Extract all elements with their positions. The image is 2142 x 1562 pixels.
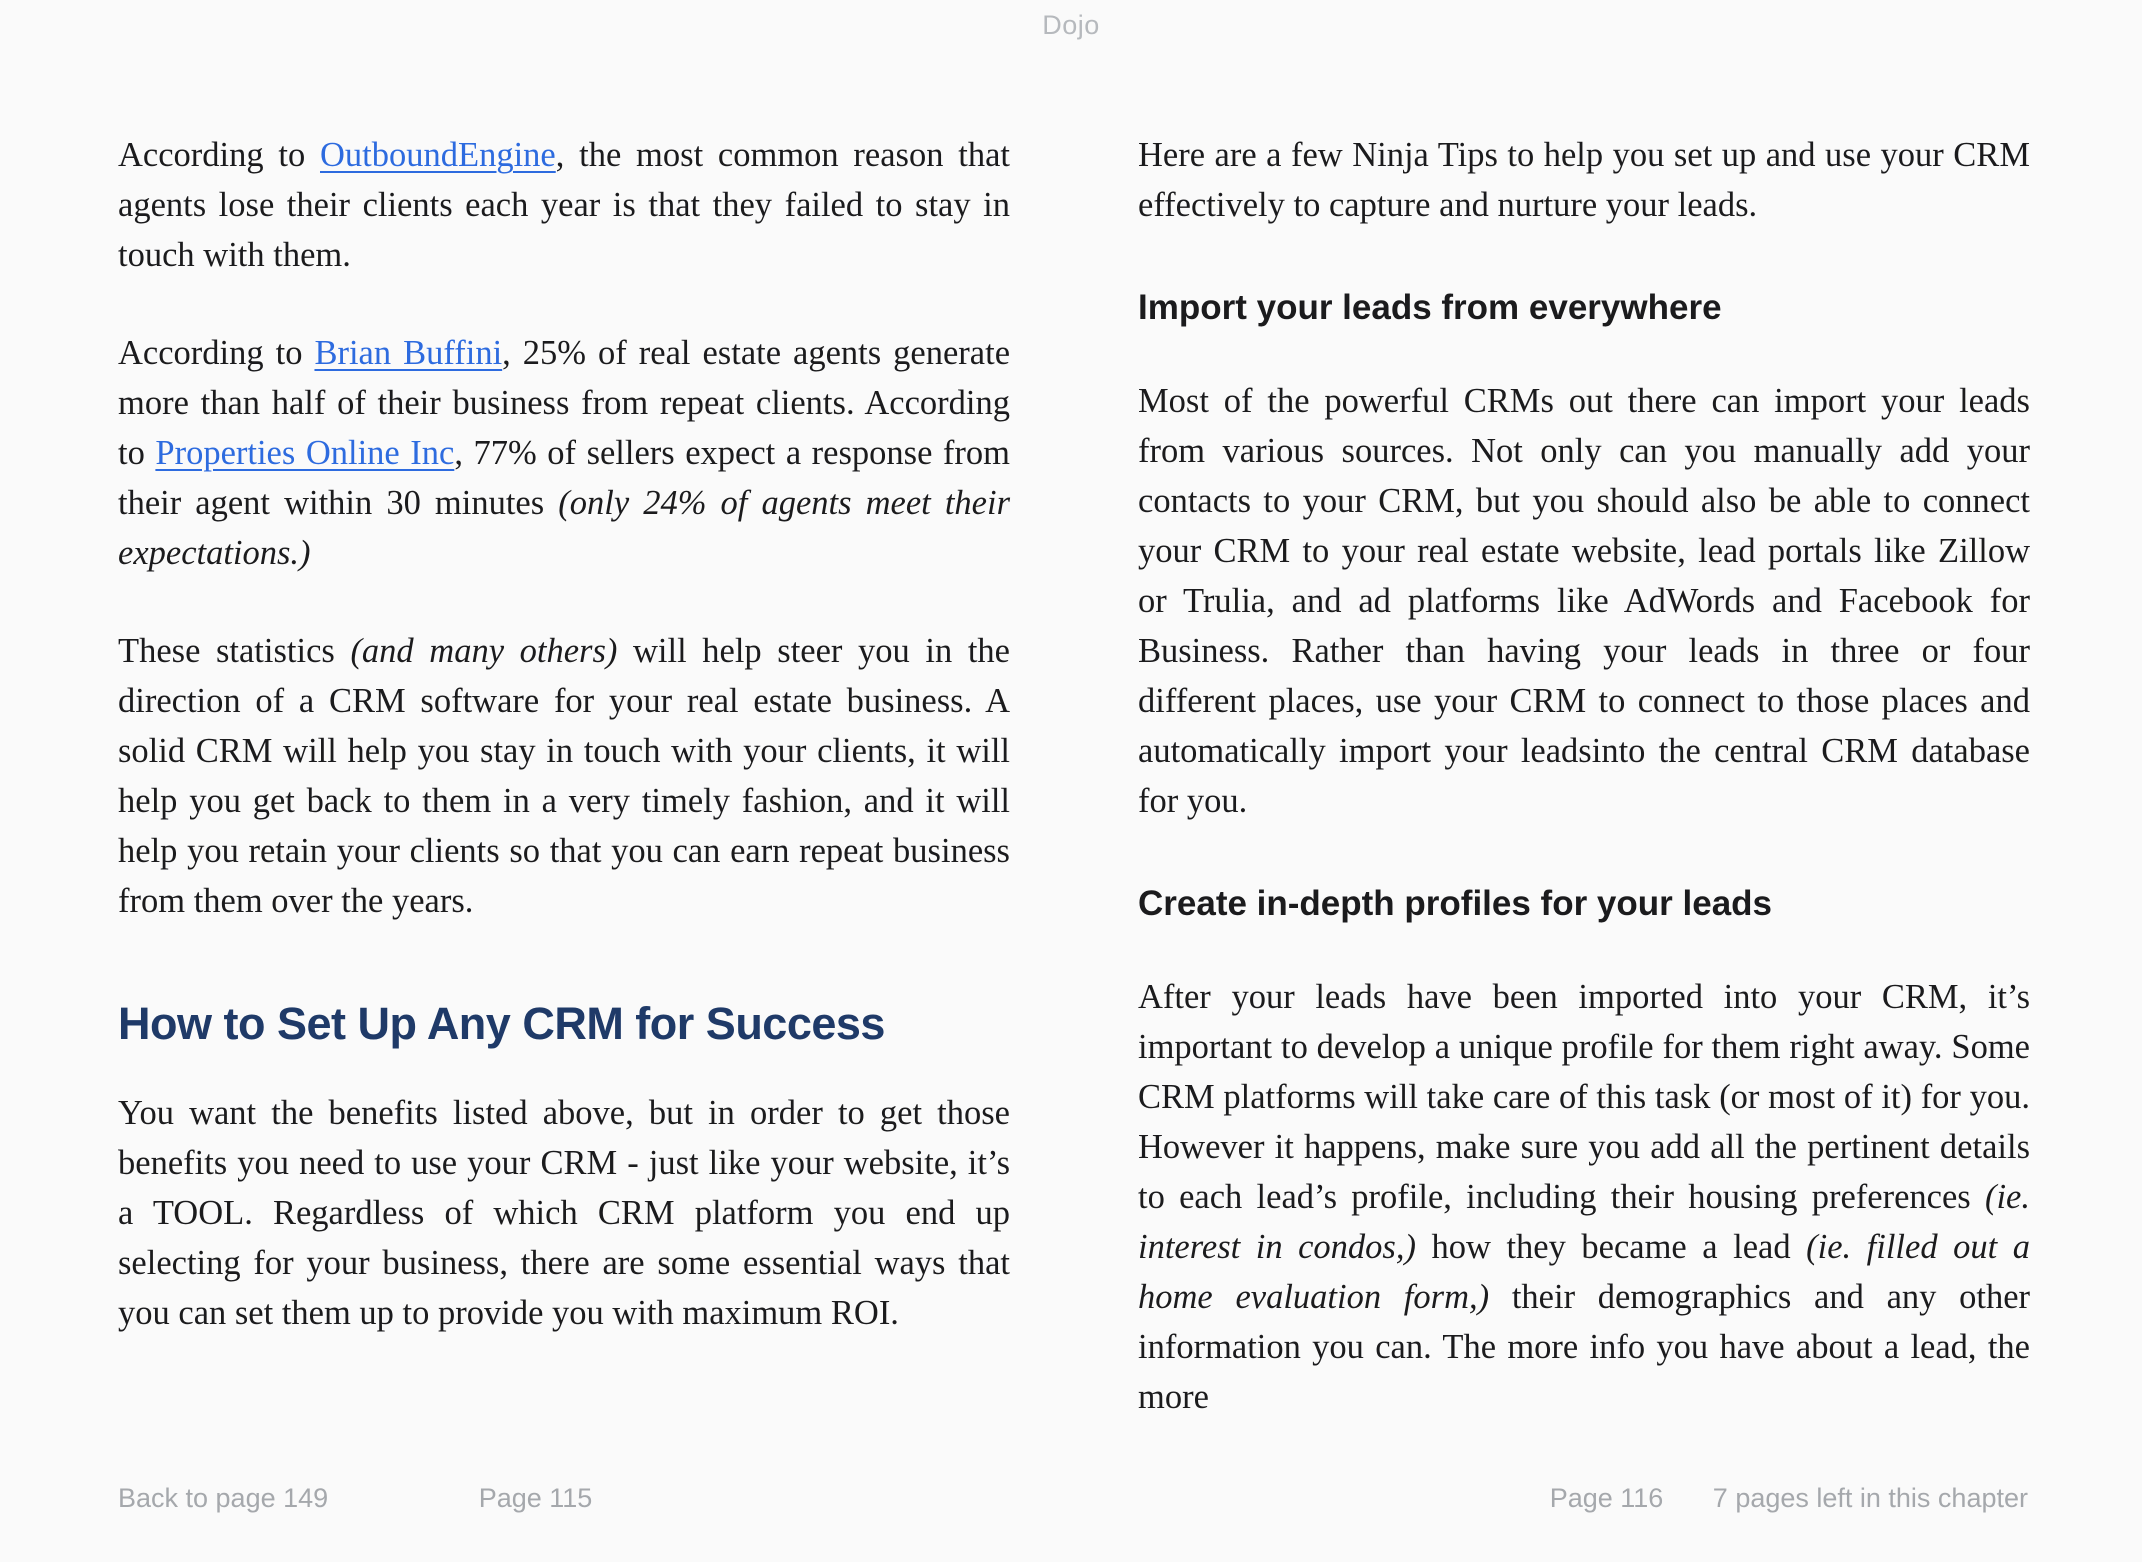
paragraph: Here are a few Ninja Tips to help you set up and use your CRM effectively to capture and nurture your leads. <box>1138 136 2030 224</box>
paragraph <box>118 130 1010 280</box>
italic-run: (only 24% of agents meet their expectations.) <box>118 484 1010 572</box>
paragraph: Most of the powerful CRMs out there can import your leads from various sources. Not only can you manually add your contacts to your CRM, but you should also be able to connect your CRM to your real estate website, lead portals like Zillow or Trulia, and ad platforms like AdWords and Facebook for Business. Rather than having your leads in three or four different places, use your CRM to connect to those places and automatically import your leadsinto the central CRM database for you. <box>1138 382 2030 820</box>
chapter-heading: How to Set Up Any CRM for Success <box>118 998 885 1049</box>
right-page-number: Page 116 <box>1549 1483 1664 1513</box>
text-run: According to <box>118 334 315 372</box>
text-run: will help steer you in the direction of a CRM software for your real estate business. A solid CRM will help you stay in touch with your clients, it will help you get back to them in a very timely fashion, and it will help you retain your clients so that you can earn repeat business from them over the years. <box>118 632 1010 920</box>
italic-run: (ie. interest in condos,) <box>1138 1178 2030 1266</box>
text-run: According to <box>118 136 320 174</box>
link-properties-online-inc[interactable]: Properties Online Inc <box>155 434 455 472</box>
left-page-number: Page 115 <box>478 1483 593 1513</box>
italic-run: (and many others) <box>350 632 618 670</box>
italic-run: (ie. filled out a home evaluation form,) <box>1138 1228 2030 1316</box>
paragraph <box>118 626 1010 926</box>
text-run: , 77% of sellers expect a response from their agent within 30 minutes <box>118 434 1010 522</box>
link-brian-buffini[interactable]: Brian Buffini <box>314 334 503 372</box>
right-page <box>1138 130 2030 1470</box>
text-run: These statistics <box>118 632 351 670</box>
left-page <box>118 130 1010 1386</box>
paragraph <box>1138 972 2030 1422</box>
paragraph <box>118 328 1010 578</box>
paragraph: You want the benefits listed above, but in order to get those benefits you need to use your CRM - just like your website, it’s a TOOL. Regardless of which CRM platform you end up selecting for your business, there are some essential ways that you can set them up to provide you with maximum ROI. <box>118 1094 1010 1332</box>
pages-left-indicator: 7 pages left in this chapter <box>1712 1483 2028 1513</box>
book-title: Dojo <box>1042 10 1100 40</box>
section-heading-import-leads: Import your leads from everywhere <box>1138 288 1722 327</box>
back-to-page-link[interactable]: Back to page 149 <box>118 1483 329 1513</box>
text-run: their demographics and any other information you can. The more info you have about a lead, the more <box>1138 1278 2030 1416</box>
section-heading-create-profiles: Create in-depth profiles for your leads <box>1138 884 1772 923</box>
link-outboundengine[interactable]: OutboundEngine <box>320 136 556 174</box>
text-run: After your leads have been imported into your CRM, it’s important to develop a unique profile for them right away. Some CRM platforms will take care of this task (or most of it) for you. However it happens, make sure you add all the pertinent details to each lead’s profile, including their housing preferences <box>1138 978 2030 1216</box>
text-run: , 25% of real estate agents generate more than half of their business from repeat clients. According to <box>118 334 1011 472</box>
text-run: how they became a lead <box>1415 1228 1807 1266</box>
text-run: , the most common reason that agents lose their clients each year is that they failed to stay in touch with them. <box>118 136 1010 274</box>
